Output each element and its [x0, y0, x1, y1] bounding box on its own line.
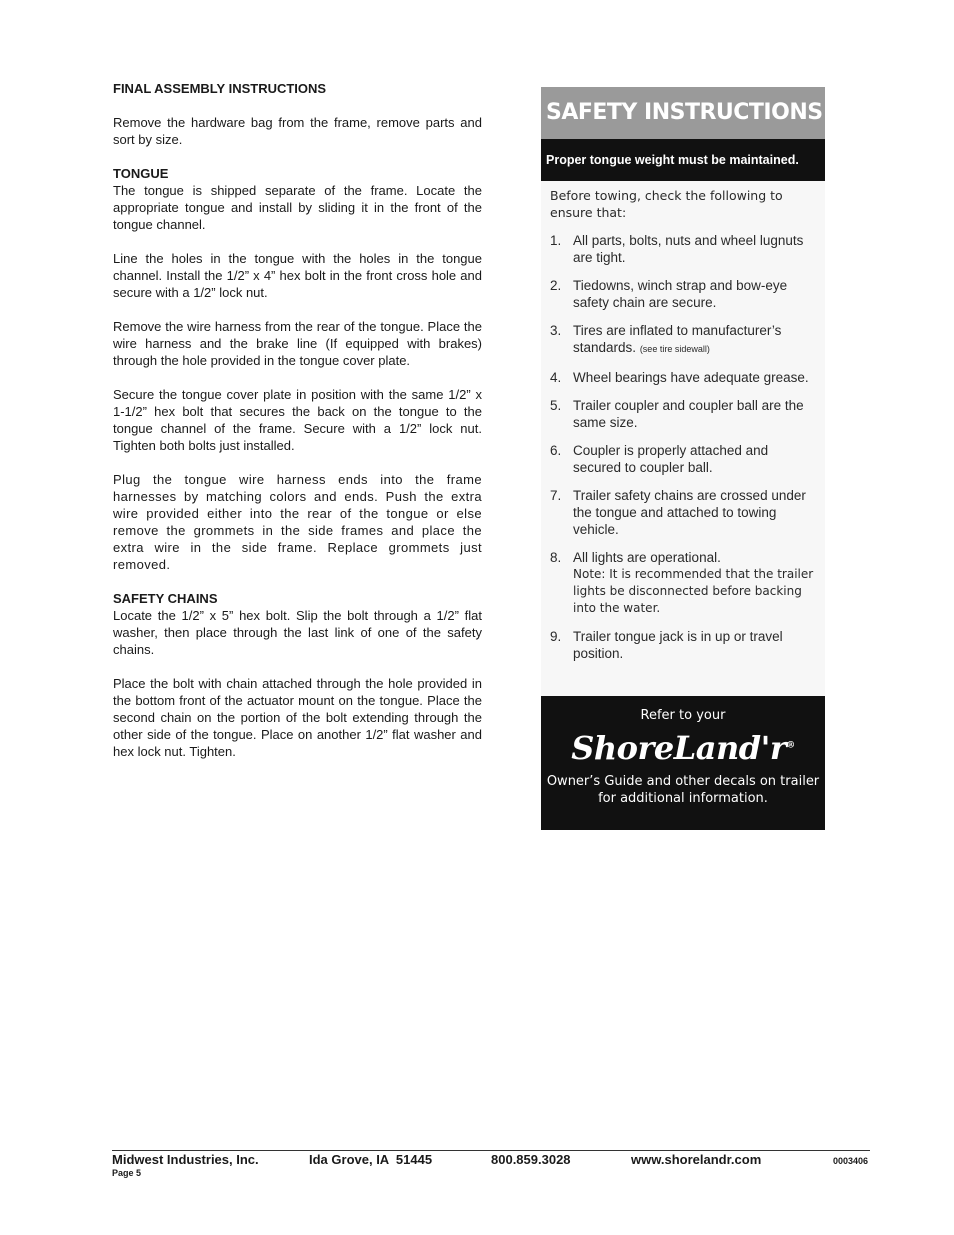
checklist-item: [541, 322, 818, 358]
item-number: 8.: [550, 550, 562, 565]
footer-page-number: Page 5: [112, 1168, 142, 1178]
item-number: 2.: [550, 278, 562, 293]
paragraph-tongue-2: Line the holes in the tongue with the holes in the tongue channel. Install the 1/2” x 4” hex bolt in the front cross hole and secure with a 1/2” lock nut.: [113, 251, 482, 300]
footer-divider: [112, 1150, 870, 1151]
checklist-item: [541, 549, 818, 617]
footer-company: Midwest Industries, Inc.: [112, 1152, 259, 1167]
item-text: Tiedowns, winch strap and bow-eye safety chain are secure.: [573, 278, 788, 310]
paragraph-tongue-1: The tongue is shipped separate of the frame. Locate the appropriate tongue and install by sliding it in the front of the tongue channel.: [113, 183, 482, 232]
decal-checklist: [541, 232, 825, 662]
decal-owner-text: Owner’s Guide and other decals on trailer for additional information.: [546, 774, 820, 806]
heading-safety-chains: SAFETY CHAINS: [113, 591, 218, 606]
paragraph-tongue-3: Remove the wire harness from the rear of the tongue. Place the wire harness and the brake line (If equipped with brakes) through the hole provided in the tongue cover plate.: [113, 319, 482, 368]
checklist-item: [541, 232, 818, 266]
checklist-item: [541, 277, 818, 311]
decal-subtitle: Proper tongue weight must be maintained.: [541, 139, 825, 181]
registered-mark: ®: [786, 740, 795, 751]
footer-website: www.shorelandr.com: [631, 1152, 762, 1167]
checklist-item: [541, 628, 818, 662]
item-text: Trailer tongue jack is in up or travel position.: [573, 629, 783, 661]
paragraph-chains-1: Locate the 1/2” x 5” hex bolt. Slip the bolt through a 1/2” flat washer, then place through the last link of one of the safety chains.: [113, 608, 482, 657]
item-text: Trailer safety chains are crossed under the tongue and attached to towing vehicle.: [573, 488, 806, 537]
item-text: Tires are inflated to manufacturer’s standards.: [573, 323, 782, 355]
paragraph-chains-2: Place the bolt with chain attached through the hole provided in the bottom front of the actuator mount on the tongue. Place the second chain on the portion of the bolt extending through the other side of the tongue. Place on another 1/2” flat washer and hex lock nut. Tighten.: [113, 676, 482, 759]
item-number: 1.: [550, 233, 562, 248]
checklist-item: [541, 397, 818, 431]
item-note: Note: It is recommended that the trailer lights be disconnected before backing into the water.: [573, 567, 814, 615]
item-number: 6.: [550, 443, 562, 458]
item-text: Wheel bearings have adequate grease.: [573, 370, 809, 385]
page-footer: [0, 1152, 954, 1182]
item-text: Trailer coupler and coupler ball are the same size.: [573, 398, 804, 430]
safety-instructions-decal: [541, 87, 825, 830]
paragraph-tongue-5: Plug the tongue wire harness ends into the frame harnesses by matching colors and ends. Push the extra wire provided either into the rear of the tongue or else remove the grommets in the side frames and place the extra wire in the side frame. Replace grommets just removed.: [113, 472, 482, 572]
item-number: 4.: [550, 370, 562, 385]
decal-refer-text: Refer to your: [640, 708, 726, 723]
item-number: 7.: [550, 488, 562, 503]
item-number: 5.: [550, 398, 562, 413]
item-number: 9.: [550, 629, 562, 644]
logo-text: ShoreLand'r: [571, 729, 787, 767]
checklist-item: [541, 487, 818, 538]
instructions-column: [113, 80, 482, 760]
item-text: All parts, bolts, nuts and wheel lugnuts are tight.: [573, 233, 804, 265]
item-text: Coupler is properly attached and secured to coupler ball.: [573, 443, 769, 475]
decal-intro: Before towing, check the following to ensure that:: [550, 188, 783, 220]
item-small-note: (see tire sidewall): [639, 344, 710, 354]
paragraph-tongue-4: Secure the tongue cover plate in position with the same 1/2” x 1-1/2” hex bolt that secures the back on the tongue to the tongue channel of the frame. Secure with a 1/2” lock nut. Tighten both bolts just installed.: [113, 387, 482, 453]
decal-title: SAFETY INSTRUCTIONS: [541, 87, 825, 139]
footer-phone: 800.859.3028: [491, 1152, 571, 1167]
checklist-item: [541, 369, 818, 386]
heading-final-assembly: FINAL ASSEMBLY INSTRUCTIONS: [113, 81, 327, 96]
checklist-item: [541, 442, 818, 476]
shorelandr-logo: [541, 729, 825, 767]
item-number: 3.: [550, 323, 562, 338]
decal-footer-panel: [541, 696, 825, 830]
footer-doc-code: 0003406: [833, 1156, 869, 1166]
footer-city: Ida Grove, IA 51445: [309, 1152, 433, 1167]
item-text: All lights are operational.: [573, 550, 721, 565]
heading-tongue: TONGUE: [113, 166, 169, 181]
paragraph-intro: Remove the hardware bag from the frame, remove parts and sort by size.: [113, 115, 482, 147]
